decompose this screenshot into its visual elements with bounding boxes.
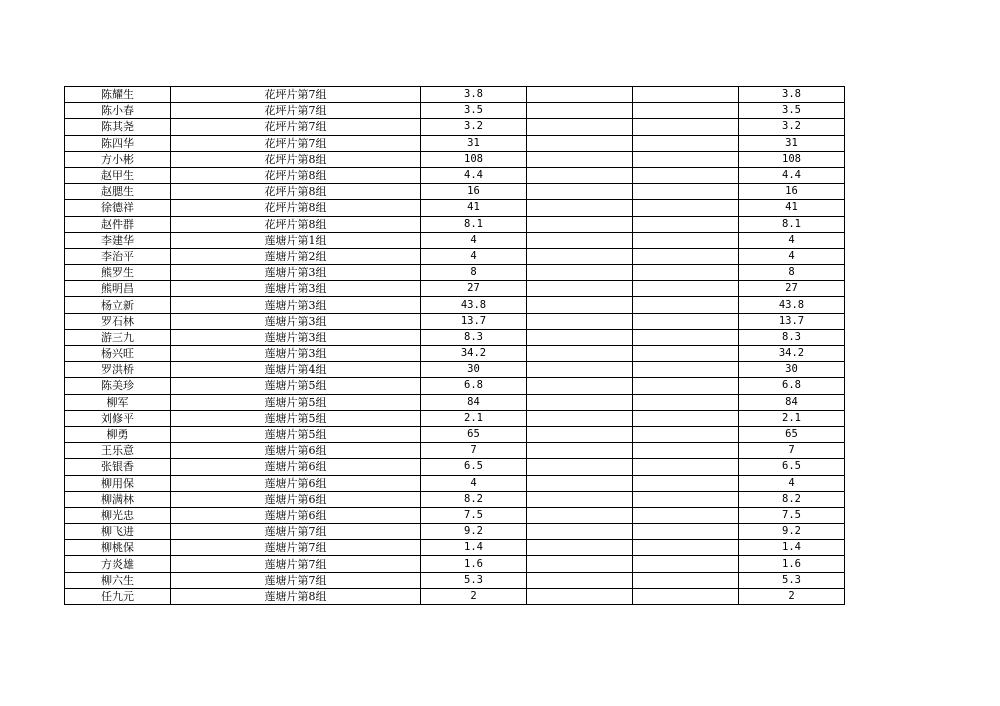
value-a-cell: 8.1: [421, 216, 527, 232]
value-b-cell: [527, 459, 633, 475]
name-cell: 张银香: [65, 459, 171, 475]
value-b-cell: [527, 378, 633, 394]
name-cell: 刘修平: [65, 410, 171, 426]
value-b-cell: [527, 426, 633, 442]
value-b-cell: [527, 135, 633, 151]
location-cell: 莲塘片第3组: [171, 297, 421, 313]
value-b-cell: [527, 119, 633, 135]
location-cell: 花坪片第7组: [171, 119, 421, 135]
value-c-cell: [633, 362, 739, 378]
name-cell: 熊罗生: [65, 265, 171, 281]
value-b-cell: [527, 151, 633, 167]
value-a-cell: 5.3: [421, 572, 527, 588]
value-c-cell: [633, 394, 739, 410]
value-d-cell: 84: [739, 394, 845, 410]
value-b-cell: [527, 491, 633, 507]
value-c-cell: [633, 524, 739, 540]
value-c-cell: [633, 313, 739, 329]
name-cell: 柳光忠: [65, 507, 171, 523]
table-row: [65, 410, 845, 426]
value-d-cell: 4: [739, 475, 845, 491]
value-b-cell: [527, 556, 633, 572]
table-row: [65, 216, 845, 232]
name-cell: 熊明昌: [65, 281, 171, 297]
location-cell: 莲塘片第2组: [171, 248, 421, 264]
value-d-cell: 2: [739, 588, 845, 604]
value-c-cell: [633, 346, 739, 362]
value-a-cell: 4: [421, 248, 527, 264]
value-a-cell: 3.5: [421, 103, 527, 119]
value-a-cell: 9.2: [421, 524, 527, 540]
value-a-cell: 34.2: [421, 346, 527, 362]
location-cell: 莲塘片第5组: [171, 378, 421, 394]
value-d-cell: 3.8: [739, 87, 845, 103]
name-cell: 方炎雄: [65, 556, 171, 572]
value-d-cell: 5.3: [739, 572, 845, 588]
value-c-cell: [633, 87, 739, 103]
value-d-cell: 8.3: [739, 329, 845, 345]
value-d-cell: 4.4: [739, 167, 845, 183]
value-d-cell: 1.4: [739, 540, 845, 556]
value-a-cell: 6.8: [421, 378, 527, 394]
value-c-cell: [633, 119, 739, 135]
name-cell: 陈耀生: [65, 87, 171, 103]
value-a-cell: 8: [421, 265, 527, 281]
value-b-cell: [527, 346, 633, 362]
value-b-cell: [527, 588, 633, 604]
name-cell: 柳满林: [65, 491, 171, 507]
location-cell: 莲塘片第4组: [171, 362, 421, 378]
table-row: [65, 507, 845, 523]
table-row: [65, 232, 845, 248]
table-row: [65, 151, 845, 167]
name-cell: 罗石林: [65, 313, 171, 329]
value-d-cell: 65: [739, 426, 845, 442]
value-b-cell: [527, 184, 633, 200]
value-c-cell: [633, 443, 739, 459]
table-row: [65, 459, 845, 475]
value-c-cell: [633, 200, 739, 216]
value-c-cell: [633, 426, 739, 442]
value-a-cell: 65: [421, 426, 527, 442]
table-row: [65, 281, 845, 297]
table-row: [65, 184, 845, 200]
name-cell: 柳桃保: [65, 540, 171, 556]
value-b-cell: [527, 87, 633, 103]
value-a-cell: 6.5: [421, 459, 527, 475]
value-a-cell: 3.2: [421, 119, 527, 135]
name-cell: 陈四华: [65, 135, 171, 151]
location-cell: 莲塘片第3组: [171, 346, 421, 362]
value-d-cell: 7: [739, 443, 845, 459]
value-b-cell: [527, 216, 633, 232]
value-d-cell: 30: [739, 362, 845, 378]
value-c-cell: [633, 475, 739, 491]
value-d-cell: 3.5: [739, 103, 845, 119]
location-cell: 莲塘片第5组: [171, 410, 421, 426]
location-cell: 莲塘片第3组: [171, 313, 421, 329]
location-cell: 花坪片第8组: [171, 200, 421, 216]
value-c-cell: [633, 459, 739, 475]
value-c-cell: [633, 588, 739, 604]
value-c-cell: [633, 216, 739, 232]
value-d-cell: 108: [739, 151, 845, 167]
location-cell: 莲塘片第8组: [171, 588, 421, 604]
value-c-cell: [633, 151, 739, 167]
value-c-cell: [633, 491, 739, 507]
value-a-cell: 3.8: [421, 87, 527, 103]
location-cell: 莲塘片第7组: [171, 572, 421, 588]
table-row: [65, 588, 845, 604]
value-a-cell: 13.7: [421, 313, 527, 329]
table-row: [65, 167, 845, 183]
table-row: [65, 491, 845, 507]
value-a-cell: 2.1: [421, 410, 527, 426]
name-cell: 杨兴旺: [65, 346, 171, 362]
value-b-cell: [527, 572, 633, 588]
table-row: [65, 265, 845, 281]
location-cell: 莲塘片第7组: [171, 540, 421, 556]
value-c-cell: [633, 329, 739, 345]
name-cell: 李建华: [65, 232, 171, 248]
table-row: [65, 426, 845, 442]
value-b-cell: [527, 475, 633, 491]
table-row: [65, 556, 845, 572]
value-a-cell: 8.2: [421, 491, 527, 507]
value-b-cell: [527, 540, 633, 556]
value-d-cell: 4: [739, 232, 845, 248]
name-cell: 陈小春: [65, 103, 171, 119]
value-c-cell: [633, 135, 739, 151]
location-cell: 花坪片第8组: [171, 151, 421, 167]
value-d-cell: 6.5: [739, 459, 845, 475]
name-cell: 赵腮生: [65, 184, 171, 200]
table-row: [65, 329, 845, 345]
value-d-cell: 4: [739, 248, 845, 264]
table-row: [65, 346, 845, 362]
value-c-cell: [633, 265, 739, 281]
value-b-cell: [527, 232, 633, 248]
value-a-cell: 4: [421, 232, 527, 248]
location-cell: 莲塘片第6组: [171, 443, 421, 459]
value-c-cell: [633, 167, 739, 183]
data-table: [64, 86, 845, 605]
value-a-cell: 1.4: [421, 540, 527, 556]
value-a-cell: 84: [421, 394, 527, 410]
value-a-cell: 27: [421, 281, 527, 297]
value-a-cell: 4.4: [421, 167, 527, 183]
location-cell: 莲塘片第3组: [171, 265, 421, 281]
name-cell: 赵甲生: [65, 167, 171, 183]
table-row: [65, 297, 845, 313]
table-row: [65, 475, 845, 491]
name-cell: 徐德祥: [65, 200, 171, 216]
value-b-cell: [527, 362, 633, 378]
table-row: [65, 394, 845, 410]
value-c-cell: [633, 232, 739, 248]
value-c-cell: [633, 540, 739, 556]
table-row: [65, 313, 845, 329]
value-d-cell: 3.2: [739, 119, 845, 135]
table-row: [65, 103, 845, 119]
value-d-cell: 34.2: [739, 346, 845, 362]
value-b-cell: [527, 443, 633, 459]
value-c-cell: [633, 103, 739, 119]
value-c-cell: [633, 248, 739, 264]
table-body: [65, 87, 845, 605]
value-d-cell: 1.6: [739, 556, 845, 572]
value-a-cell: 7: [421, 443, 527, 459]
value-a-cell: 2: [421, 588, 527, 604]
value-d-cell: 13.7: [739, 313, 845, 329]
value-b-cell: [527, 410, 633, 426]
table-row: [65, 200, 845, 216]
value-c-cell: [633, 281, 739, 297]
value-a-cell: 7.5: [421, 507, 527, 523]
value-a-cell: 30: [421, 362, 527, 378]
value-d-cell: 27: [739, 281, 845, 297]
location-cell: 莲塘片第1组: [171, 232, 421, 248]
name-cell: 柳勇: [65, 426, 171, 442]
location-cell: 花坪片第8组: [171, 184, 421, 200]
value-b-cell: [527, 281, 633, 297]
location-cell: 莲塘片第7组: [171, 556, 421, 572]
value-d-cell: 43.8: [739, 297, 845, 313]
table-row: [65, 524, 845, 540]
table-row: [65, 135, 845, 151]
value-d-cell: 8.2: [739, 491, 845, 507]
location-cell: 莲塘片第6组: [171, 459, 421, 475]
value-d-cell: 6.8: [739, 378, 845, 394]
value-a-cell: 108: [421, 151, 527, 167]
name-cell: 柳六生: [65, 572, 171, 588]
value-c-cell: [633, 556, 739, 572]
location-cell: 花坪片第8组: [171, 216, 421, 232]
name-cell: 赵件群: [65, 216, 171, 232]
name-cell: 陈其尧: [65, 119, 171, 135]
value-a-cell: 1.6: [421, 556, 527, 572]
value-a-cell: 41: [421, 200, 527, 216]
name-cell: 陈美珍: [65, 378, 171, 394]
value-b-cell: [527, 248, 633, 264]
value-c-cell: [633, 184, 739, 200]
location-cell: 花坪片第7组: [171, 135, 421, 151]
value-b-cell: [527, 394, 633, 410]
value-c-cell: [633, 297, 739, 313]
value-a-cell: 31: [421, 135, 527, 151]
value-d-cell: 7.5: [739, 507, 845, 523]
name-cell: 杨立新: [65, 297, 171, 313]
location-cell: 莲塘片第5组: [171, 394, 421, 410]
value-a-cell: 16: [421, 184, 527, 200]
table-row: [65, 540, 845, 556]
value-d-cell: 16: [739, 184, 845, 200]
value-b-cell: [527, 265, 633, 281]
table-row: [65, 443, 845, 459]
location-cell: 花坪片第8组: [171, 167, 421, 183]
value-d-cell: 9.2: [739, 524, 845, 540]
value-d-cell: 41: [739, 200, 845, 216]
value-d-cell: 8: [739, 265, 845, 281]
location-cell: 莲塘片第6组: [171, 491, 421, 507]
value-c-cell: [633, 572, 739, 588]
name-cell: 任九元: [65, 588, 171, 604]
location-cell: 莲塘片第3组: [171, 281, 421, 297]
value-b-cell: [527, 200, 633, 216]
table-row: [65, 87, 845, 103]
name-cell: 柳飞进: [65, 524, 171, 540]
name-cell: 罗洪桥: [65, 362, 171, 378]
value-b-cell: [527, 507, 633, 523]
value-a-cell: 8.3: [421, 329, 527, 345]
value-b-cell: [527, 103, 633, 119]
value-d-cell: 2.1: [739, 410, 845, 426]
location-cell: 莲塘片第5组: [171, 426, 421, 442]
location-cell: 莲塘片第3组: [171, 329, 421, 345]
name-cell: 李治平: [65, 248, 171, 264]
location-cell: 花坪片第7组: [171, 103, 421, 119]
table-row: [65, 248, 845, 264]
value-d-cell: 31: [739, 135, 845, 151]
value-c-cell: [633, 378, 739, 394]
table-row: [65, 362, 845, 378]
value-b-cell: [527, 313, 633, 329]
value-c-cell: [633, 410, 739, 426]
name-cell: 柳军: [65, 394, 171, 410]
name-cell: 游三九: [65, 329, 171, 345]
location-cell: 莲塘片第7组: [171, 524, 421, 540]
value-c-cell: [633, 507, 739, 523]
name-cell: 柳用保: [65, 475, 171, 491]
location-cell: 莲塘片第6组: [171, 507, 421, 523]
value-a-cell: 43.8: [421, 297, 527, 313]
table-row: [65, 119, 845, 135]
name-cell: 王乐意: [65, 443, 171, 459]
location-cell: 莲塘片第6组: [171, 475, 421, 491]
location-cell: 花坪片第7组: [171, 87, 421, 103]
value-b-cell: [527, 297, 633, 313]
value-b-cell: [527, 329, 633, 345]
name-cell: 方小彬: [65, 151, 171, 167]
table-row: [65, 572, 845, 588]
value-b-cell: [527, 167, 633, 183]
value-d-cell: 8.1: [739, 216, 845, 232]
value-a-cell: 4: [421, 475, 527, 491]
value-b-cell: [527, 524, 633, 540]
table-row: [65, 378, 845, 394]
